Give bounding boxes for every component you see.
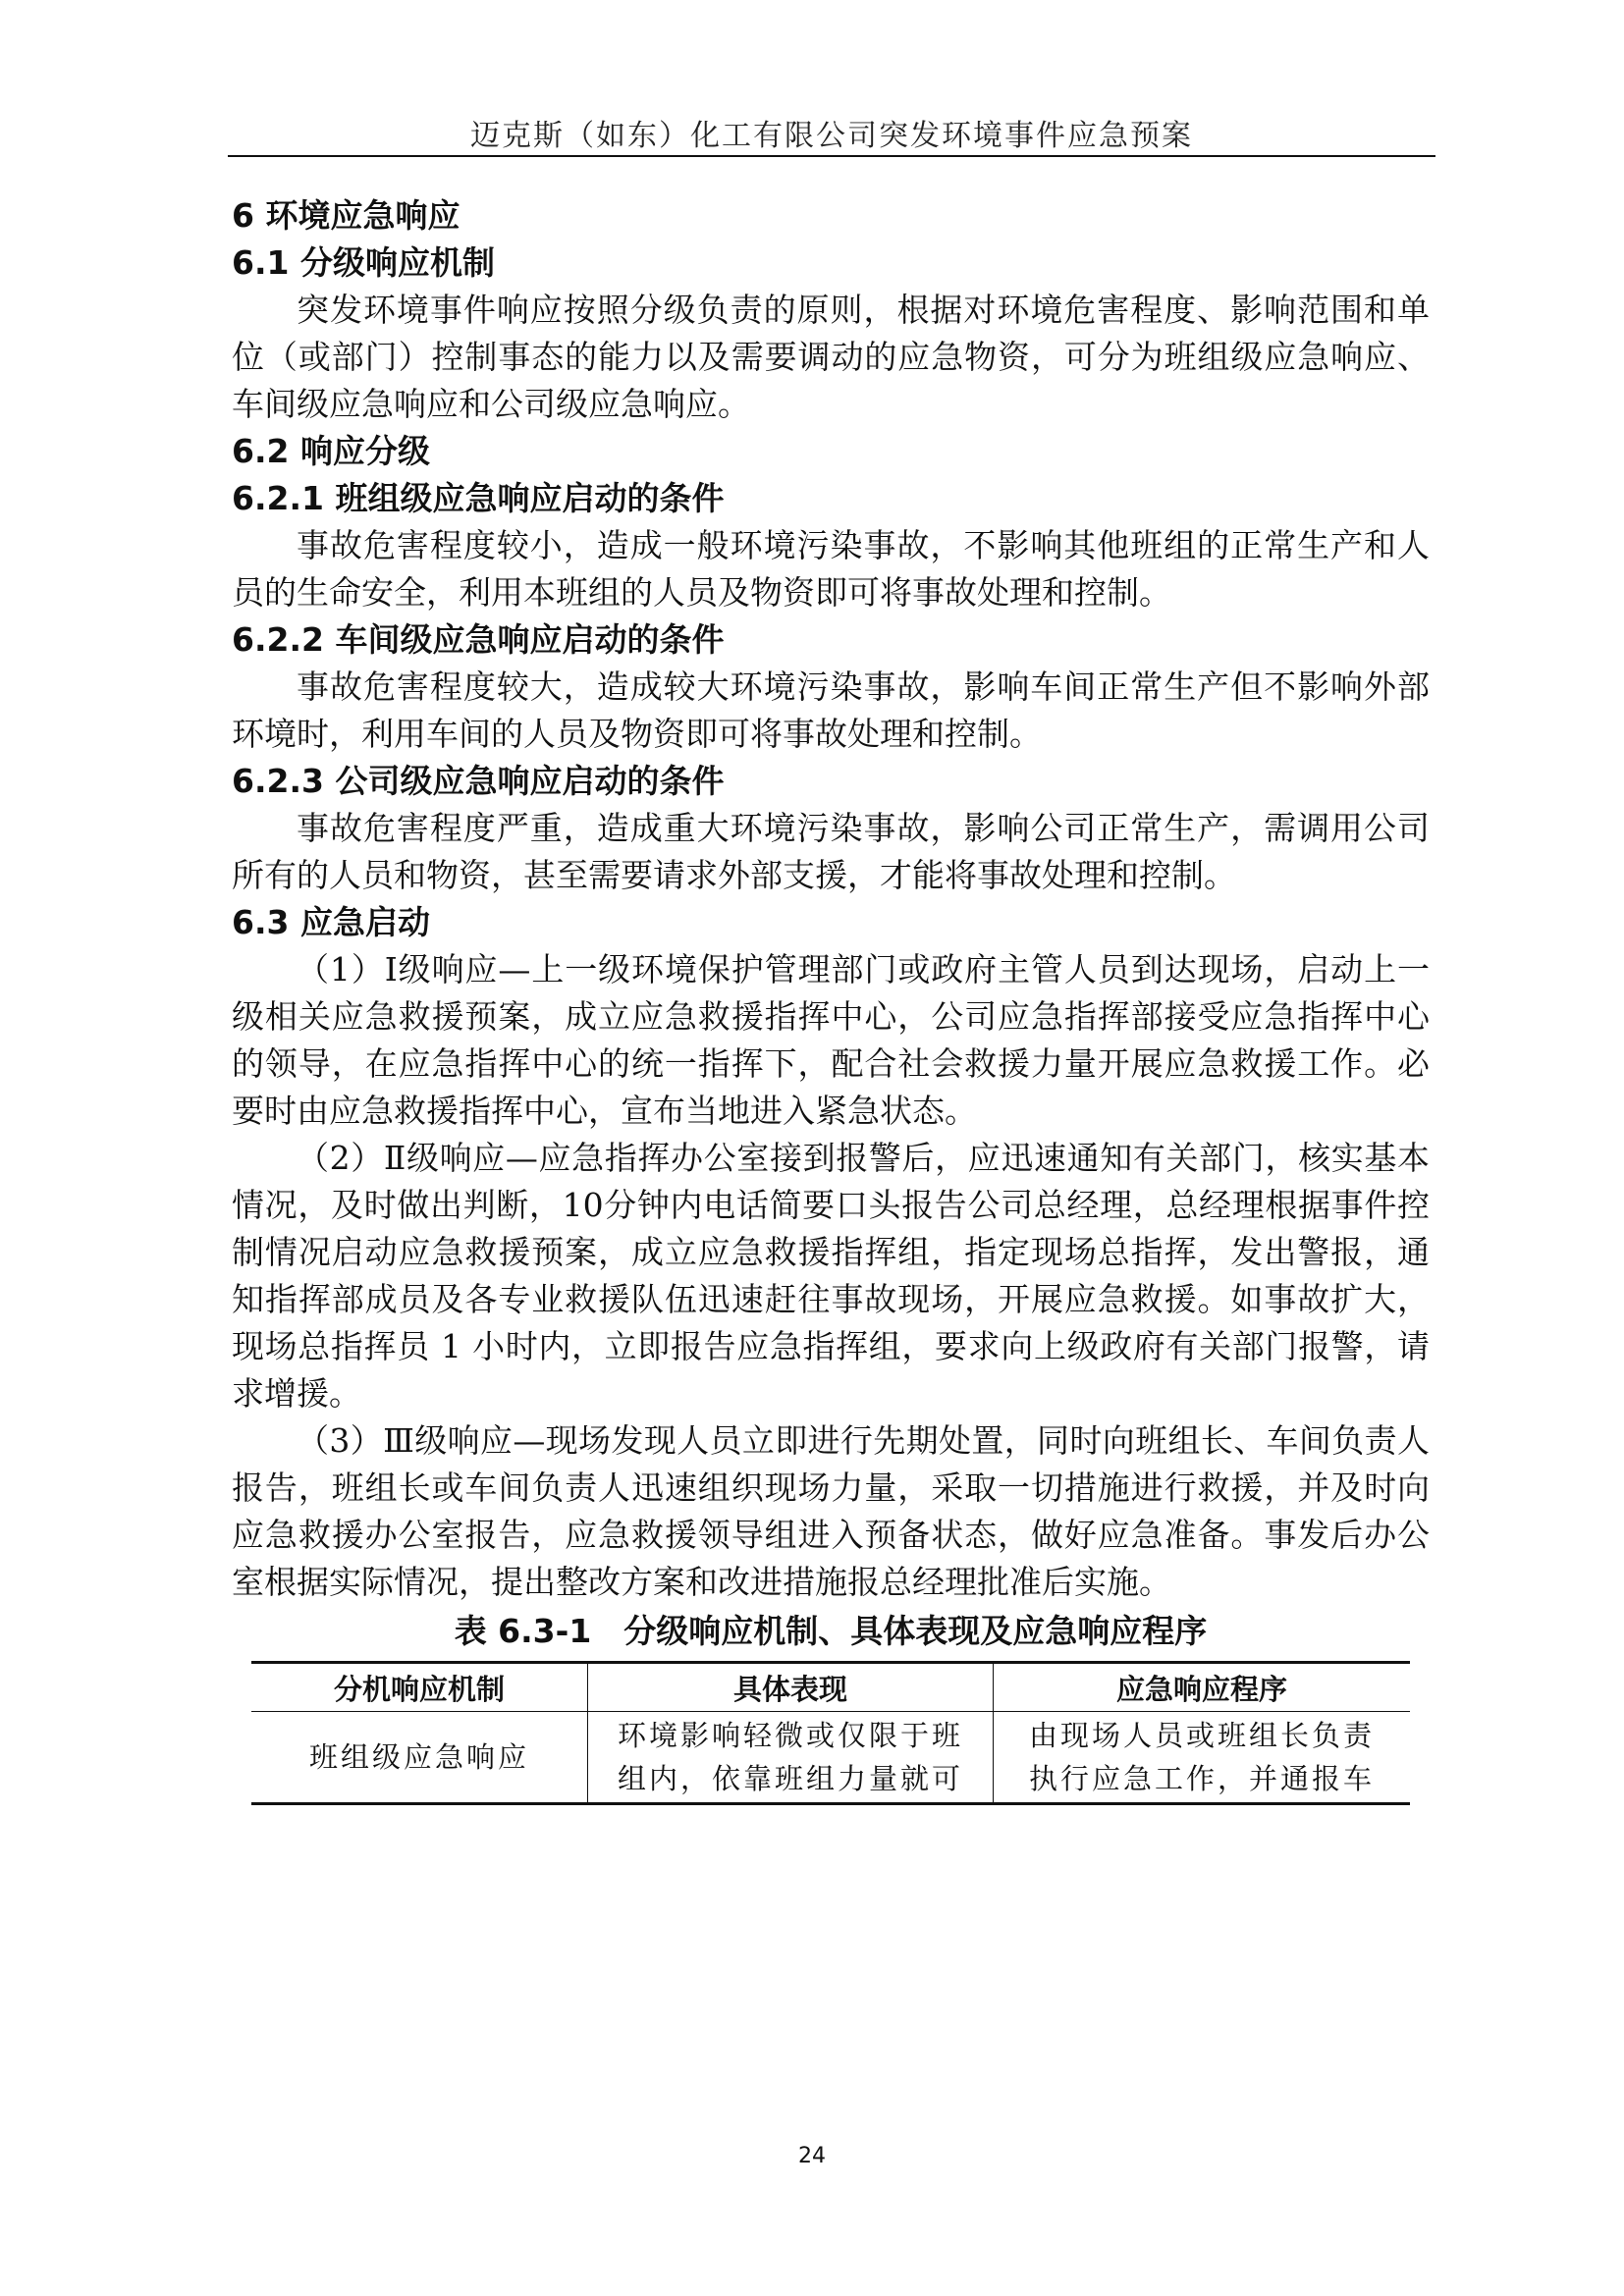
cell-manifestation	[588, 1712, 994, 1804]
paragraph-6-1: 突发环境事件响应按照分级负责的原则，根据对环境危害程度、影响范围和单位（或部门）控制事态的能力以及需要调动的应急物资，可分为班组级应急响应、车间级应急响应和公司级应急响应。	[232, 291, 1430, 423]
paragraph-level-1: （1）Ⅰ级响应—上一级环境保护管理部门或政府主管人员到达现场，启动上一级相关应急救援预案，成立应急救援指挥中心，公司应急指挥部接受应急指挥中心的领导，在应急指挥中心的统一指挥下，配合社会救援力量开展应急救援工作。必要时由应急救援指挥中心，宣布当地进入紧急状态。	[232, 950, 1430, 1130]
table-header-mechanism: 分机响应机制	[251, 1663, 588, 1712]
cell-manifestation-line-2: 组内，依靠班组力量就可	[617, 1762, 963, 1795]
paragraph-6-2-2: 事故危害程度较大，造成较大环境污染事故，影响车间正常生产但不影响外部环境时，利用车间的人员及物资即可将事故处理和控制。	[232, 667, 1430, 753]
table-caption: 表 6.3-1 分级响应机制、具体表现及应急响应程序	[454, 1612, 1208, 1650]
heading-6-3: 6.3 应急启动	[232, 903, 430, 941]
cell-procedure-line-2: 执行应急工作，并通报车	[1028, 1762, 1375, 1795]
heading-6-2-2: 6.2.2 车间级应急响应启动的条件	[232, 620, 725, 659]
paragraph-6-2-3: 事故危害程度严重，造成重大环境污染事故，影响公司正常生产，需调用公司所有的人员和物资，甚至需要请求外部支援，才能将事故处理和控制。	[232, 809, 1430, 894]
heading-6-2-3: 6.2.3 公司级应急响应启动的条件	[232, 762, 725, 800]
table-header-row	[251, 1663, 1410, 1712]
cell-manifestation-line-1: 环境影响轻微或仅限于班	[617, 1719, 963, 1752]
cell-level: 班组级应急响应	[251, 1712, 588, 1804]
heading-6-2-1: 6.2.1 班组级应急响应启动的条件	[232, 479, 725, 517]
heading-6-1: 6.1 分级响应机制	[232, 243, 495, 282]
cell-procedure	[994, 1712, 1411, 1804]
table-header-manifestation: 具体表现	[588, 1663, 994, 1712]
paragraph-level-3: （3）Ⅲ级响应—现场发现人员立即进行先期处置，同时向班组长、车间负责人报告，班组长或车间负责人迅速组织现场力量，采取一切措施进行救援，并及时向应急救援办公室报告，应急救援领导组进入预备状态，做好应急准备。事发后办公室根据实际情况，提出整改方案和改进措施报总经理批准后实施。	[232, 1421, 1430, 1601]
response-table	[251, 1661, 1410, 1805]
table-header-procedure: 应急响应程序	[994, 1663, 1411, 1712]
table-row	[251, 1712, 1410, 1804]
page-number: 24	[798, 2144, 826, 2168]
header-rule	[228, 155, 1435, 157]
cell-procedure-line-1: 由现场人员或班组长负责	[1028, 1719, 1375, 1752]
heading-6-2: 6.2 响应分级	[232, 432, 430, 470]
main-content	[232, 192, 1430, 1805]
paragraph-level-2: （2）Ⅱ级响应—应急指挥办公室接到报警后，应迅速通知有关部门，核实基本情况，及时做出判断，10分钟内电话简要口头报告公司总经理，总经理根据事件控制情况启动应急救援预案，成立应急救援指挥组，指定现场总指挥，发出警报，通知指挥部成员及各专业救援队伍迅速赶往事故现场，开展应急救援。如事故扩大，现场总指挥员 1 小时内，立即报告应急指挥组，要求向上级政府有关部门报警，请求增援。	[232, 1139, 1430, 1413]
heading-6: 6 环境应急响应	[232, 196, 460, 235]
paragraph-6-2-1: 事故危害程度较小，造成一般环境污染事故，不影响其他班组的正常生产和人员的生命安全，利用本班组的人员及物资即可将事故处理和控制。	[232, 526, 1430, 612]
running-header: 迈克斯（如东）化工有限公司突发环境事件应急预案	[470, 119, 1193, 153]
